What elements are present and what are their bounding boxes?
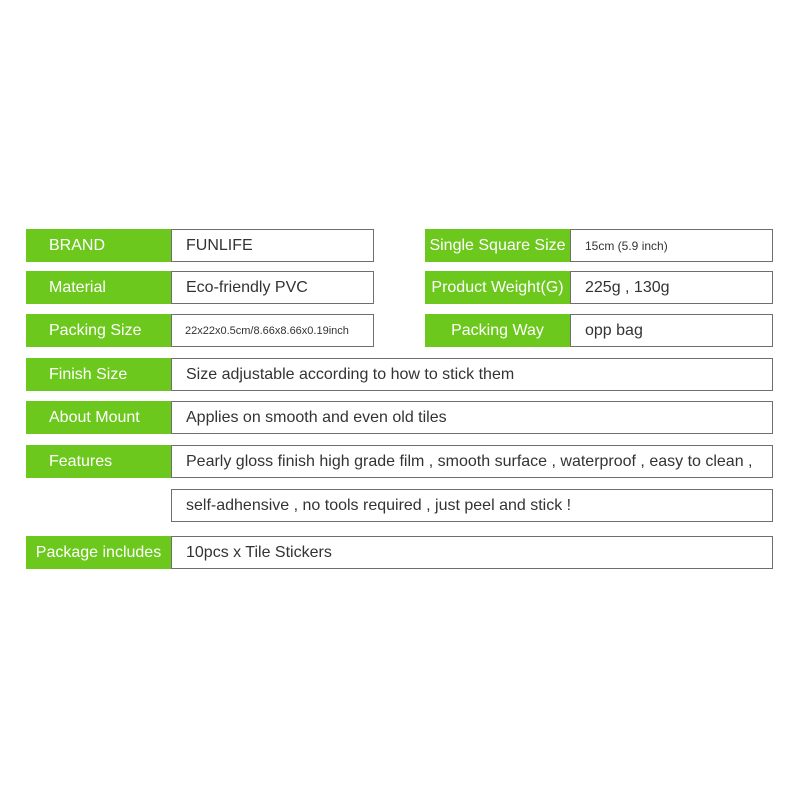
packing-size-value: 22x22x0.5cm/8.66x8.66x0.19inch (171, 314, 374, 347)
single-square-size-value: 15cm (5.9 inch) (570, 229, 773, 262)
about-mount-label: About Mount (26, 401, 171, 434)
finish-size-label: Finish Size (26, 358, 171, 391)
features-value-line2: self-adhensive , no tools required , just peel and stick ! (171, 489, 773, 522)
packing-size-label: Packing Size (26, 314, 171, 347)
single-square-size-label: Single Square Size (425, 229, 570, 262)
product-weight-label: Product Weight(G) (425, 271, 570, 304)
packing-way-label: Packing Way (425, 314, 570, 347)
package-includes-value: 10pcs x Tile Stickers (171, 536, 773, 569)
about-mount-value: Applies on smooth and even old tiles (171, 401, 773, 434)
features-value-line1: Pearly gloss finish high grade film , smooth surface , waterproof , easy to clean , (171, 445, 773, 478)
material-value: Eco-friendly PVC (171, 271, 374, 304)
package-includes-label: Package includes (26, 536, 171, 569)
material-label: Material (26, 271, 171, 304)
features-label: Features (26, 445, 171, 478)
brand-label: BRAND (26, 229, 171, 262)
packing-way-value: opp bag (570, 314, 773, 347)
brand-value: FUNLIFE (171, 229, 374, 262)
finish-size-value: Size adjustable according to how to stick them (171, 358, 773, 391)
product-weight-value: 225g , 130g (570, 271, 773, 304)
